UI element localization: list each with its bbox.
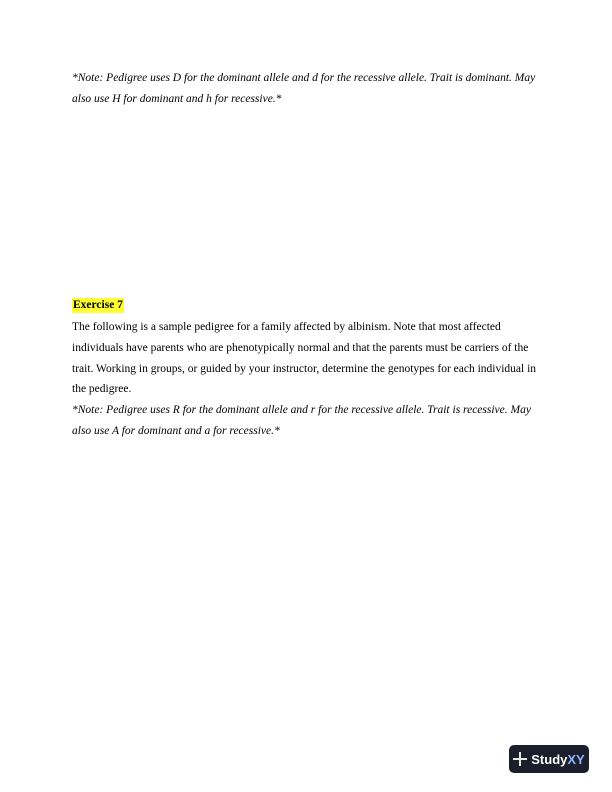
- exercise-title: Exercise 7: [73, 299, 123, 311]
- note-dominant-trait: *Note: Pedigree uses D for the dominant allele and d for the recessive allele. Trait is dominant. May also use H for dominant and h for recessive.*: [72, 72, 536, 105]
- exercise-body: The following is a sample pedigree for a family affected by albinism. Note that most affected individuals have parents who are phenotypically normal and that the parents must be carriers of the trait. Working in groups, or guided by your instructor, determine the genotypes for each individual in the pedigree.: [72, 321, 537, 396]
- brand-accent: XY: [567, 751, 585, 767]
- brand-name: [531, 752, 584, 767]
- exercise-section: [72, 295, 552, 442]
- plus-icon: [513, 752, 527, 766]
- brand-main: Study: [531, 751, 568, 767]
- note-recessive-trait: *Note: Pedigree uses R for the dominant allele and r for the recessive allele. Trait is recessive. May also use A for dominant and a for recessive.*: [72, 404, 531, 437]
- studyxy-badge[interactable]: [509, 745, 589, 773]
